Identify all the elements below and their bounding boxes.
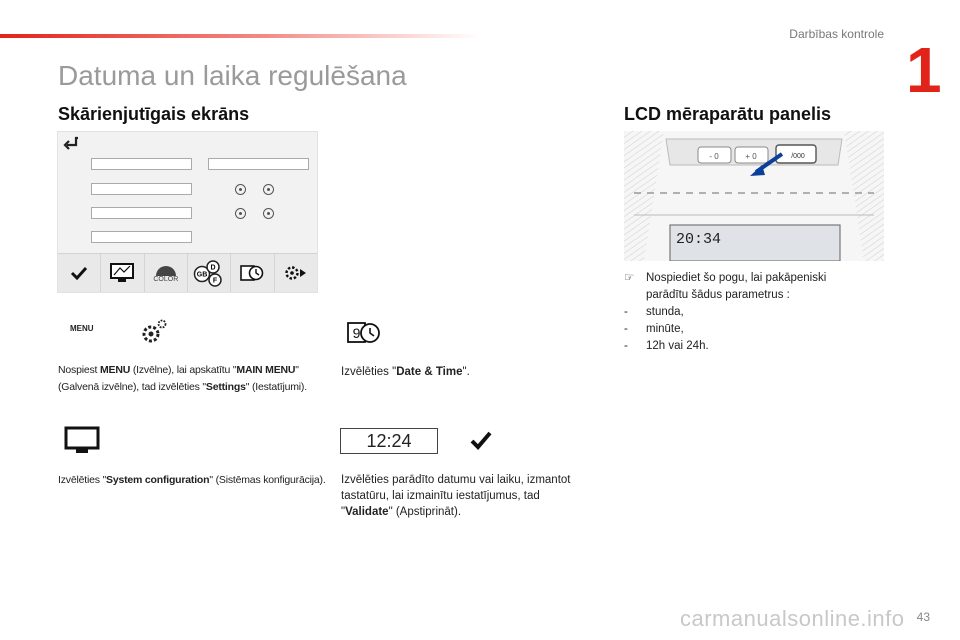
step2-caption: Izvēlēties "Date & Time". [341, 366, 470, 378]
system-monitor-icon [64, 426, 100, 456]
step1-caption: Nospiest MENU (Izvēlne), lai apskatītu "MAIN MENU" (Galvenā izvēlne), tad izvēlēties "Settings" (Iestatījumi). [58, 364, 307, 393]
settings-icon [138, 318, 170, 346]
radio-icon [263, 184, 274, 195]
list-item: - 12h vai 24h. [624, 340, 709, 352]
setting-bar [91, 231, 192, 243]
tab-validate [58, 254, 101, 292]
touchscreen-heading: Skārienjutīgais ekrāns [58, 104, 250, 124]
step4-caption: Izvēlēties parādīto datumu vai laiku, izmantot tastatūru, lai izmainītu iestatījumus, tad "Validate" (Apstiprināt). [341, 474, 571, 518]
page-number: 43 [916, 610, 930, 624]
tab-date-time [231, 254, 274, 292]
section-label: Darbības kontrole [789, 27, 884, 41]
svg-text:9: 9 [352, 325, 361, 341]
tab-system [101, 254, 144, 292]
setting-bar [208, 158, 309, 170]
touchscreen-illustration [57, 131, 318, 293]
step3-caption: Izvēlēties "System configuration" (Sistēmas konfigurācija). [58, 474, 326, 486]
chapter-number: 1 [906, 34, 942, 106]
setting-bar [91, 158, 192, 170]
back-icon [62, 136, 80, 152]
radio-icon [235, 208, 246, 219]
color-arc-icon [154, 264, 178, 276]
monitor-icon [109, 262, 135, 284]
radio-icon [263, 208, 274, 219]
trip-button-label: /000 [791, 153, 805, 160]
color-label: COLOR [153, 275, 179, 283]
lang-f: F [213, 277, 218, 285]
lcd-time: 20:34 [676, 231, 722, 248]
lcd-heading: LCD mēraparātu panelis [624, 104, 832, 124]
minus-button-label: - 0 [709, 152, 719, 161]
lcd-instructions: ☞ Nospiediet šo pogu, lai pakāpeniski parādītu šādus parametrus : - stunda, - minūte, - 12h vai 24h. [624, 270, 826, 355]
tab-settings [275, 254, 317, 292]
list-item: - minūte, [624, 323, 684, 335]
radio-icon [235, 184, 246, 195]
settings-arrow-icon [283, 264, 309, 282]
menu-label: MENU [70, 324, 94, 333]
list-item: - stunda, [624, 306, 684, 318]
date-time-icon [346, 320, 382, 346]
watermark: carmanualsonline.info [680, 606, 905, 631]
setting-bar [91, 183, 192, 195]
tab-language [188, 254, 231, 292]
touchscreen-tab-bar [58, 253, 317, 292]
date-time-icon [239, 263, 265, 283]
time-display: 12:24 [340, 428, 438, 454]
page-title: Datuma un laika regulēšana [58, 60, 407, 91]
validate-check-icon [470, 430, 492, 450]
lang-d: D [210, 264, 216, 272]
lcd-dashboard-illustration [624, 131, 884, 261]
lang-gb: GB [196, 271, 208, 279]
setting-bar [91, 207, 192, 219]
pointer-icon: ☞ [624, 272, 635, 284]
header-accent-bar [0, 34, 480, 38]
plus-button-label: + 0 [745, 152, 757, 161]
language-icon [192, 259, 226, 287]
tab-color [145, 254, 188, 292]
check-icon [70, 266, 88, 280]
